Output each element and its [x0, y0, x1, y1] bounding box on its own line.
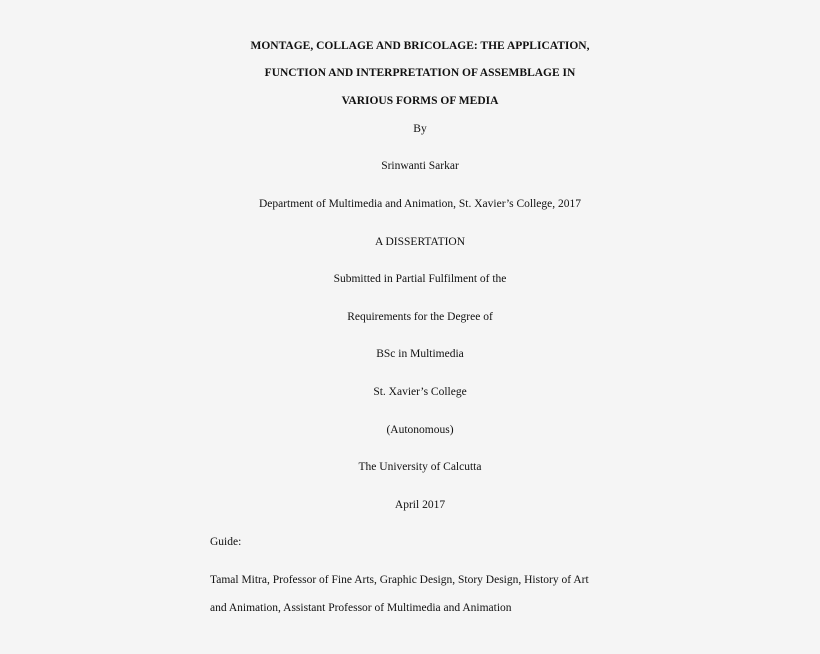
- submission-line: Submitted in Partial Fulfilment of the: [333, 273, 507, 285]
- author-name: Srinwanti Sarkar: [381, 160, 459, 172]
- college-status: (Autonomous): [386, 424, 454, 436]
- department: Department of Multimedia and Animation, St. Xavier’s College, 2017: [258, 198, 582, 210]
- title-line-3: VARIOUS FORMS OF MEDIA: [341, 95, 499, 107]
- by-label: By: [413, 123, 427, 135]
- degree: BSc in Multimedia: [376, 348, 464, 360]
- submission-line: Requirements for the Degree of: [347, 311, 493, 323]
- guide-line-1: Tamal Mitra, Professor of Fine Arts, Graphic Design, Story Design, History of Art: [210, 574, 589, 586]
- date: April 2017: [394, 499, 446, 511]
- title-line-2: FUNCTION AND INTERPRETATION OF ASSEMBLAGE IN: [264, 67, 576, 79]
- title-line-1: MONTAGE, COLLAGE AND BRICOLAGE: THE APPLICATION,: [250, 40, 590, 52]
- document-type: A DISSERTATION: [374, 236, 466, 248]
- guide-label: Guide:: [210, 536, 242, 548]
- college: St. Xavier’s College: [373, 386, 467, 398]
- university: The University of Calcutta: [358, 461, 482, 473]
- guide-line-2: and Animation, Assistant Professor of Multimedia and Animation: [210, 602, 512, 614]
